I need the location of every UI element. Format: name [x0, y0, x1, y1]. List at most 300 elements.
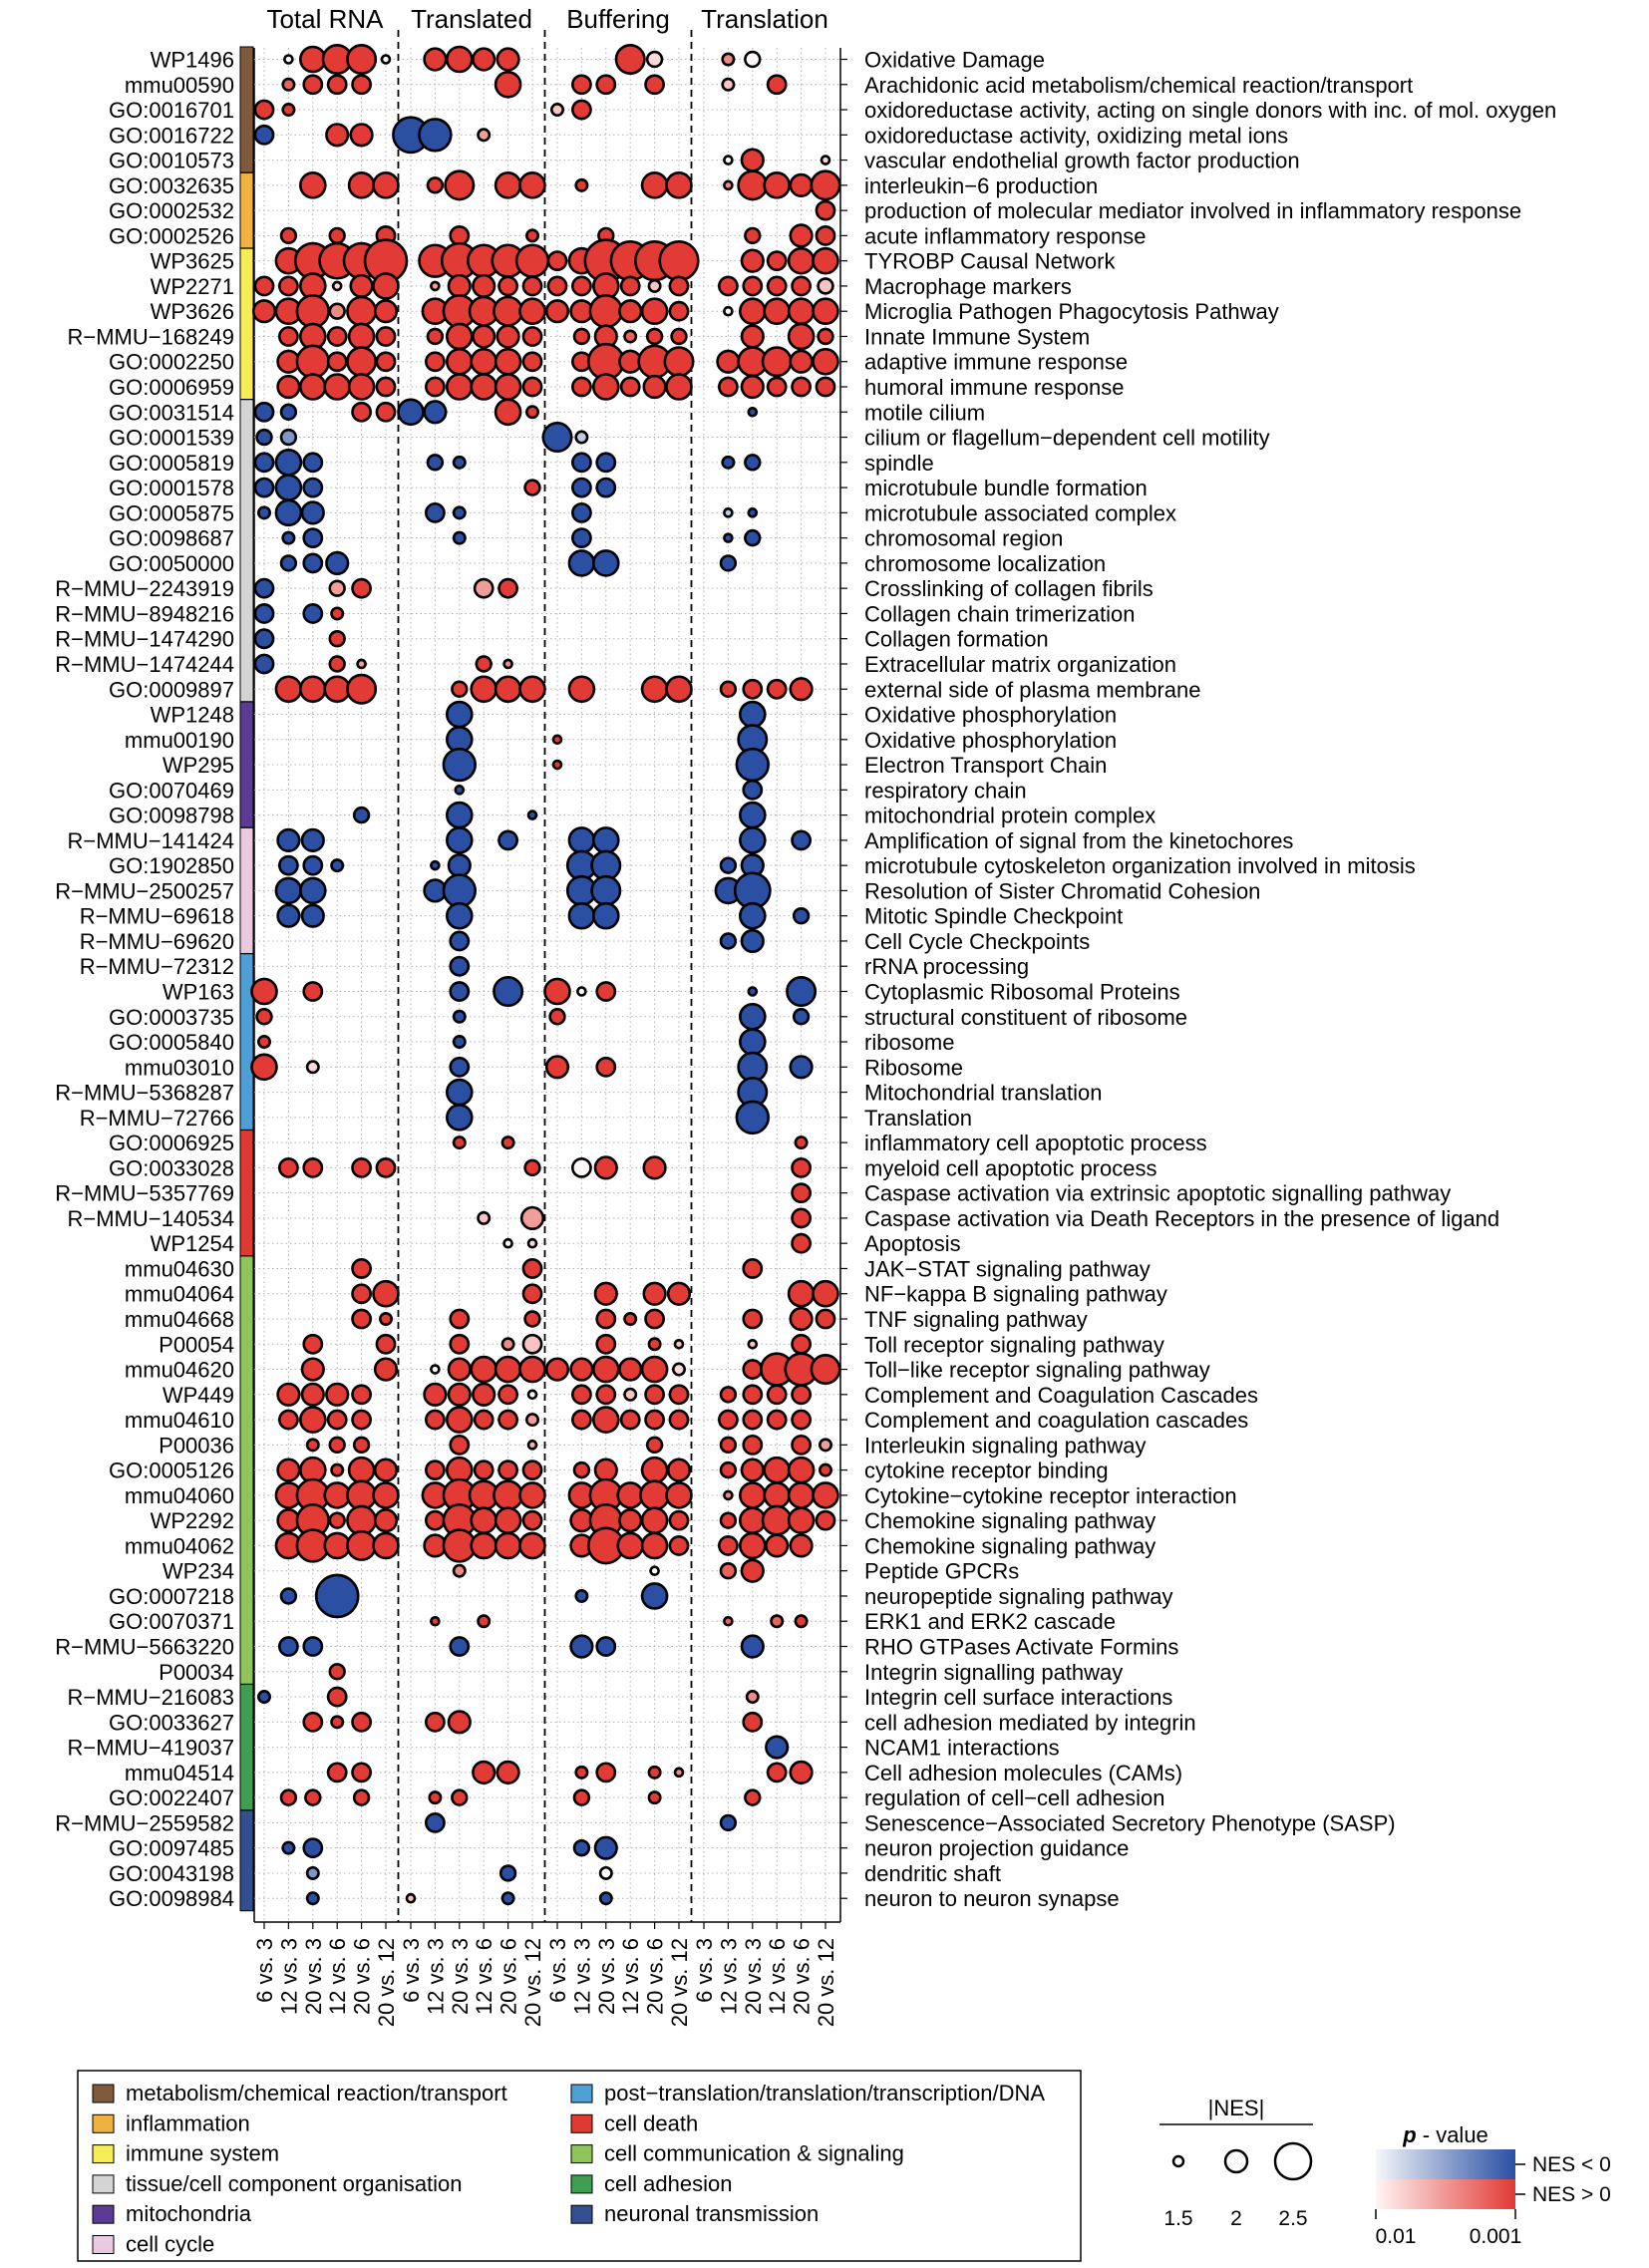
- bubble-point: [625, 1389, 636, 1400]
- bubble-point: [768, 1386, 786, 1404]
- category-strip: [240, 1131, 253, 1256]
- bubble-point: [328, 353, 346, 371]
- bubble-point: [305, 1790, 320, 1805]
- bubble-point: [719, 378, 737, 396]
- bubble-point: [744, 277, 762, 295]
- bubble-point: [504, 660, 512, 668]
- bubble-point: [497, 49, 519, 71]
- row-name-label: Caspase activation via extrinsic apoptotic signalling pathway: [864, 1180, 1452, 1206]
- bubble-point: [572, 479, 590, 496]
- bubble-point: [597, 479, 615, 496]
- row-name-label: Electron Transport Chain: [864, 753, 1108, 779]
- bubble-point: [724, 181, 732, 189]
- size-legend-value-small: 1.5: [1163, 2207, 1193, 2230]
- bubble-point: [765, 299, 790, 324]
- bubble-point: [495, 72, 520, 97]
- bubble-point: [740, 1030, 765, 1055]
- row-id-label: GO:0001539: [109, 425, 234, 451]
- bubble-point: [354, 1438, 369, 1453]
- bubble-point: [472, 1533, 496, 1558]
- bubble-point: [742, 250, 764, 272]
- bubble-point: [354, 1790, 369, 1805]
- row-id-label: R−MMU−1474244: [55, 651, 234, 677]
- bubble-point: [283, 1842, 294, 1853]
- row-name-label: Collagen chain trimerization: [864, 601, 1136, 627]
- bubble-point: [281, 1790, 296, 1805]
- bubble-point: [326, 1384, 348, 1406]
- row-name-label: Translation: [864, 1105, 973, 1131]
- bubble-point: [739, 171, 767, 199]
- bubble-point: [812, 1355, 839, 1383]
- bubble-point: [721, 1815, 736, 1830]
- column-label: 6 vs. 3: [545, 1938, 570, 2003]
- bubble-point: [642, 172, 667, 197]
- row-id-label: mmu04060: [124, 1482, 234, 1508]
- bubble-point: [255, 604, 273, 622]
- bubble-point: [479, 1212, 490, 1223]
- bubble-point: [526, 1414, 537, 1425]
- bubble-point: [740, 803, 765, 827]
- row-name-label: Chemokine signaling pathway: [864, 1508, 1156, 1534]
- row-name-label: neuron to neuron synapse: [864, 1886, 1120, 1912]
- row-name-label: oxidoreductase activity, oxidizing metal ions: [864, 123, 1289, 149]
- row-id-label: GO:0005840: [109, 1030, 234, 1056]
- bubble-point: [644, 376, 666, 398]
- bubble-point: [353, 579, 371, 597]
- row-name-label: Cytoplasmic Ribosomal Proteins: [864, 979, 1180, 1005]
- row-id-label: GO:0070371: [109, 1609, 234, 1635]
- bubble-point: [472, 677, 496, 702]
- bubble-point: [258, 507, 269, 518]
- bubble-point: [526, 407, 537, 418]
- bubble-point: [569, 550, 594, 575]
- bubble-point: [452, 682, 467, 697]
- row-id-label: GO:0032635: [109, 172, 234, 198]
- bubble-point: [523, 277, 541, 295]
- bubble-point: [347, 675, 375, 703]
- bubble-point: [304, 479, 322, 496]
- size-legend-circle-medium: [1225, 2150, 1247, 2172]
- bubble-point: [304, 529, 322, 547]
- bubble-point: [499, 1411, 517, 1429]
- row-id-label: R−MMU−8948216: [55, 601, 234, 627]
- bubble-point: [724, 1491, 732, 1499]
- row-id-label: R−MMU−2559582: [55, 1810, 234, 1836]
- bubble-point: [749, 508, 757, 516]
- bubble-point: [569, 903, 594, 928]
- row-id-label: GO:0005875: [109, 500, 234, 526]
- bubble-point: [425, 401, 447, 423]
- row-name-label: neuron projection guidance: [864, 1835, 1130, 1861]
- color-legend: [1376, 2122, 1611, 2248]
- bubble-point: [793, 1386, 811, 1404]
- bubble-point: [642, 1583, 667, 1608]
- bubble-point: [351, 125, 373, 147]
- pvalue-label-p: p: [1403, 2122, 1417, 2147]
- row-id-label: mmu04062: [124, 1533, 234, 1559]
- bubble-point: [281, 430, 296, 445]
- legend-swatch: [571, 2085, 592, 2103]
- bubble-point: [520, 1357, 545, 1382]
- bubble-point: [332, 1464, 343, 1475]
- column-label: 20 vs. 3: [447, 1938, 473, 2016]
- bubble-point: [793, 1209, 811, 1227]
- bubble-point: [475, 1461, 493, 1479]
- row-id-label: mmu04620: [124, 1357, 234, 1383]
- bubble-point: [475, 1411, 493, 1429]
- bubble-point: [642, 677, 667, 702]
- bubble-point: [325, 1533, 350, 1558]
- row-name-label: structural constituent of ribosome: [864, 1004, 1188, 1030]
- row-id-label: GO:0022407: [109, 1785, 234, 1811]
- bubble-point: [276, 476, 301, 500]
- row-name-label: Macrophage markers: [864, 273, 1072, 299]
- bubble-point: [279, 327, 297, 345]
- legend-swatch: [93, 2145, 114, 2163]
- bubble-point: [330, 1438, 345, 1453]
- bubble-point: [332, 859, 343, 870]
- bubble-point: [572, 378, 590, 396]
- row-name-label: cilium or flagellum−dependent cell motility: [864, 425, 1270, 451]
- bubble-point: [791, 1308, 813, 1330]
- bubble-point: [353, 403, 371, 421]
- bubble-point: [330, 304, 345, 319]
- bubble-point: [789, 1482, 814, 1507]
- row-name-label: microtubule associated complex: [864, 500, 1177, 526]
- legend-label: mitochondria: [126, 2201, 251, 2227]
- bubble-point: [673, 1364, 684, 1375]
- bubble-point: [740, 1482, 765, 1507]
- bubble-point: [592, 876, 620, 904]
- row-id-label: GO:0007218: [109, 1583, 234, 1609]
- bubble-point: [817, 226, 834, 244]
- column-labels: [252, 1938, 838, 2027]
- row-name-label: production of molecular mediator involved in inflammatory response: [864, 198, 1522, 224]
- row-name-label: external side of plasma membrane: [864, 677, 1201, 703]
- size-legend-title: |NES|: [1207, 2096, 1265, 2120]
- bubble-point: [740, 903, 765, 928]
- bubble-point: [447, 1080, 472, 1105]
- bubble-point: [723, 457, 734, 468]
- bubble-point: [675, 1769, 683, 1777]
- bubble-point: [447, 47, 472, 72]
- bubble-point: [353, 76, 371, 94]
- bubble-point: [819, 279, 833, 294]
- bubble-point: [721, 1563, 736, 1578]
- bubble-point: [375, 1509, 397, 1531]
- bubble-point: [572, 529, 590, 547]
- bubble-point: [625, 331, 636, 342]
- bubble-point: [745, 228, 760, 243]
- row-name-label: Cell Cycle Checkpoints: [864, 928, 1091, 954]
- bubble-point: [255, 454, 273, 472]
- bubble-point: [649, 1767, 660, 1778]
- bubble-point: [477, 657, 492, 672]
- bubble-point: [258, 1691, 269, 1702]
- row-name-label: Cell adhesion molecules (CAMs): [864, 1760, 1183, 1785]
- bubble-point: [349, 375, 374, 400]
- bubble-point: [744, 1436, 762, 1454]
- bubble-point: [793, 1411, 811, 1429]
- bubble-point: [772, 1616, 783, 1627]
- bubble-point: [597, 1386, 615, 1404]
- bubble-point: [744, 680, 762, 698]
- row-id-label: GO:0009897: [109, 677, 234, 703]
- bubble-point: [495, 349, 520, 374]
- row-name-label: acute inflammatory response: [864, 223, 1147, 249]
- bubble-point: [646, 1310, 664, 1328]
- bubble-point: [449, 854, 471, 876]
- bubble-point: [768, 76, 786, 94]
- bubble-point: [651, 1567, 659, 1575]
- column-label: 20 vs. 6: [789, 1938, 815, 2016]
- bubble-point: [347, 297, 375, 325]
- bubble-point: [597, 1335, 615, 1353]
- bubble-point: [595, 1459, 617, 1481]
- nes-negative-label: NES < 0: [1532, 2153, 1611, 2176]
- bubble-point: [283, 79, 294, 90]
- bubble-point: [330, 228, 345, 243]
- bubble-point: [431, 1617, 439, 1625]
- row-name-label: adaptive immune response: [864, 349, 1129, 375]
- bubble-point: [451, 226, 469, 244]
- group-title: Translated: [411, 4, 532, 34]
- group-title: Buffering: [566, 4, 670, 34]
- row-id-label: R−MMU−69620: [79, 928, 234, 954]
- legend-label: neuronal transmission: [604, 2201, 820, 2227]
- bubble-point: [451, 932, 469, 950]
- bubble-point: [814, 248, 838, 273]
- bubble-point: [640, 1481, 668, 1509]
- bubble-point: [646, 76, 664, 94]
- bubble-point: [546, 1057, 568, 1079]
- bubble-point: [619, 1509, 641, 1531]
- bubble-point: [353, 1158, 371, 1176]
- bubble-point: [456, 786, 464, 794]
- bubble-point: [525, 1312, 540, 1327]
- bubble-point: [571, 1359, 593, 1381]
- bubble-point: [523, 1335, 541, 1353]
- bubble-point: [721, 934, 736, 949]
- bubble-point: [597, 76, 615, 94]
- bubble-point: [574, 1790, 589, 1805]
- row-id-label: WP234: [162, 1558, 234, 1584]
- bubble-point: [374, 1533, 399, 1558]
- bubble-point: [740, 1508, 765, 1533]
- bubble-point: [747, 1691, 758, 1702]
- bubble-point: [297, 346, 329, 378]
- bubble-point: [472, 349, 496, 374]
- bubble-point: [647, 329, 662, 344]
- bubble-point: [454, 1036, 465, 1047]
- category-strip: [240, 827, 253, 953]
- legend-swatch: [93, 2236, 114, 2254]
- bubble-point: [670, 1411, 688, 1429]
- row-name-label: Peptide GPCRs: [864, 1558, 1020, 1584]
- row-id-label: WP163: [162, 979, 234, 1005]
- bubble-point: [593, 1408, 618, 1433]
- bubble-point: [258, 1036, 269, 1047]
- bubble-point: [523, 378, 541, 396]
- bubble-point: [426, 503, 444, 521]
- bubble-point: [300, 878, 325, 903]
- bubble-point: [497, 326, 519, 348]
- row-name-label: Cytokine−cytokine receptor interaction: [864, 1482, 1237, 1508]
- bubble-point: [281, 1589, 296, 1604]
- bubble-point: [619, 300, 641, 322]
- bubble-point: [817, 201, 834, 219]
- category-strip: [240, 1256, 253, 1684]
- bubble-point: [793, 1335, 811, 1353]
- row-name-label: Ribosome: [864, 1055, 964, 1081]
- row-name-label: cytokine receptor binding: [864, 1458, 1109, 1483]
- bubble-point: [649, 280, 660, 291]
- bubble-point: [330, 1513, 345, 1528]
- bubble-point: [302, 1384, 324, 1406]
- bubble-point: [670, 1511, 688, 1529]
- row-id-label: R−MMU−5663220: [55, 1634, 234, 1660]
- bubble-point: [283, 104, 294, 115]
- bubble-point: [278, 376, 300, 398]
- bubble-point: [449, 1384, 471, 1406]
- bubble-point: [526, 230, 537, 241]
- bubble-point: [593, 1357, 618, 1382]
- bubble-point: [451, 1335, 469, 1353]
- legend-swatch: [571, 2145, 592, 2163]
- bubble-point: [593, 903, 618, 928]
- column-label: 20 vs. 6: [642, 1938, 668, 2016]
- bubble-point: [794, 908, 809, 923]
- bubble-point: [407, 1894, 415, 1902]
- bubble-point: [789, 1281, 814, 1306]
- category-strip: [240, 47, 253, 172]
- bubble-point: [279, 1411, 297, 1429]
- category-strip: [240, 1685, 253, 1810]
- bubble-point: [255, 277, 273, 295]
- row-name-label: Integrin signalling pathway: [864, 1659, 1124, 1685]
- bubble-point: [749, 987, 757, 995]
- bubble-point: [668, 1459, 690, 1481]
- bubble-point: [723, 54, 734, 65]
- bubble-point: [304, 982, 322, 1000]
- bubble-point: [326, 552, 348, 574]
- row-name-label: Extracellular matrix organization: [864, 651, 1177, 677]
- bubble-point: [353, 1386, 371, 1404]
- category-strip: [240, 702, 253, 827]
- legend-swatch: [93, 2085, 114, 2103]
- bubble-point: [502, 1136, 513, 1147]
- bubble-point: [325, 1482, 350, 1507]
- bubble-point: [499, 1386, 517, 1404]
- bubble-point: [745, 455, 760, 470]
- bubble-point: [528, 811, 536, 819]
- row-name-label: microtubule bundle formation: [864, 476, 1148, 501]
- category-strip: [240, 400, 253, 702]
- bubble-point: [279, 856, 297, 874]
- bubble-point: [447, 803, 472, 827]
- row-name-label: Caspase activation via Death Receptors in the presence of ligand: [864, 1205, 1500, 1231]
- neg-gradient: [1376, 2149, 1515, 2179]
- bubble-point: [502, 1893, 513, 1904]
- bubble-point: [451, 1058, 469, 1076]
- bubble-point: [302, 829, 324, 851]
- row-name-label: Collagen formation: [864, 626, 1049, 652]
- bubble-point: [446, 171, 474, 199]
- row-name-label: Oxidative phosphorylation: [864, 702, 1118, 728]
- bubble-point: [426, 1713, 444, 1731]
- bubble-point: [595, 1283, 617, 1305]
- bubble-point: [426, 1411, 444, 1429]
- bubble-point: [377, 353, 395, 371]
- bubble-point: [791, 351, 813, 373]
- row-name-label: TNF signaling pathway: [864, 1307, 1088, 1332]
- pvalue-max-label: 0.001: [1469, 2225, 1522, 2248]
- bubble-point: [572, 1386, 590, 1404]
- bubble-point: [820, 1464, 830, 1475]
- bubble-point: [473, 49, 495, 71]
- bubble-point: [576, 1767, 587, 1778]
- row-name-label: humoral immune response: [864, 375, 1125, 401]
- column-label: 20 vs. 3: [300, 1938, 326, 2016]
- row-name-label: NCAM1 interactions: [864, 1735, 1060, 1761]
- bubble-point: [426, 1813, 444, 1831]
- row-name-label: Mitotic Spindle Checkpoint: [864, 903, 1124, 929]
- bubble-point: [574, 1462, 589, 1477]
- row-id-label: GO:0033028: [109, 1155, 234, 1181]
- bubble-point: [719, 1536, 737, 1554]
- row-id-label: R−MMU−168249: [67, 324, 234, 350]
- row-name-label: RHO GTPases Activate Formins: [864, 1634, 1179, 1660]
- row-id-label: WP1248: [150, 702, 234, 728]
- bubble-point: [281, 556, 296, 571]
- bubble-point: [766, 1535, 788, 1557]
- bubble-point: [316, 1575, 358, 1617]
- bubble-point: [619, 1359, 641, 1381]
- category-strip: [240, 1810, 253, 1911]
- column-label: 20 vs. 12: [374, 1938, 399, 2028]
- bubble-point: [593, 827, 618, 852]
- bubble-point: [817, 1310, 834, 1328]
- bubble-point: [765, 1458, 790, 1482]
- column-label: 20 vs. 12: [520, 1938, 545, 2028]
- bubble-point: [745, 52, 760, 67]
- bubble-point: [281, 228, 296, 243]
- row-id-label: GO:0010573: [109, 148, 234, 173]
- bubble-point: [528, 1239, 536, 1247]
- bubble-point: [497, 1762, 519, 1783]
- bubble-point: [255, 403, 273, 421]
- bubble-point: [444, 875, 476, 907]
- bubble-point: [574, 329, 589, 344]
- bubble-point: [354, 808, 369, 822]
- row-name-label: spindle: [864, 450, 934, 476]
- bubble-point: [742, 1459, 764, 1481]
- size-legend-value-medium: 2: [1230, 2207, 1242, 2230]
- bubble-point: [740, 1004, 765, 1029]
- row-id-label: GO:0005126: [109, 1458, 234, 1483]
- bubble-point: [642, 1533, 667, 1558]
- row-id-label: GO:0002532: [109, 198, 234, 224]
- row-name-label: NF−kappa B signaling pathway: [864, 1281, 1167, 1307]
- bubble-point: [351, 275, 373, 297]
- bubble-point: [572, 503, 590, 521]
- row-name-label: Complement and coagulation cascades: [864, 1408, 1249, 1434]
- row-name-label: interleukin−6 production: [864, 172, 1099, 198]
- bubble-point: [670, 1536, 688, 1554]
- bubble-point: [721, 556, 736, 571]
- bubble-point: [495, 1357, 520, 1382]
- row-name-label: Amplification of signal from the kinetochores: [864, 827, 1294, 853]
